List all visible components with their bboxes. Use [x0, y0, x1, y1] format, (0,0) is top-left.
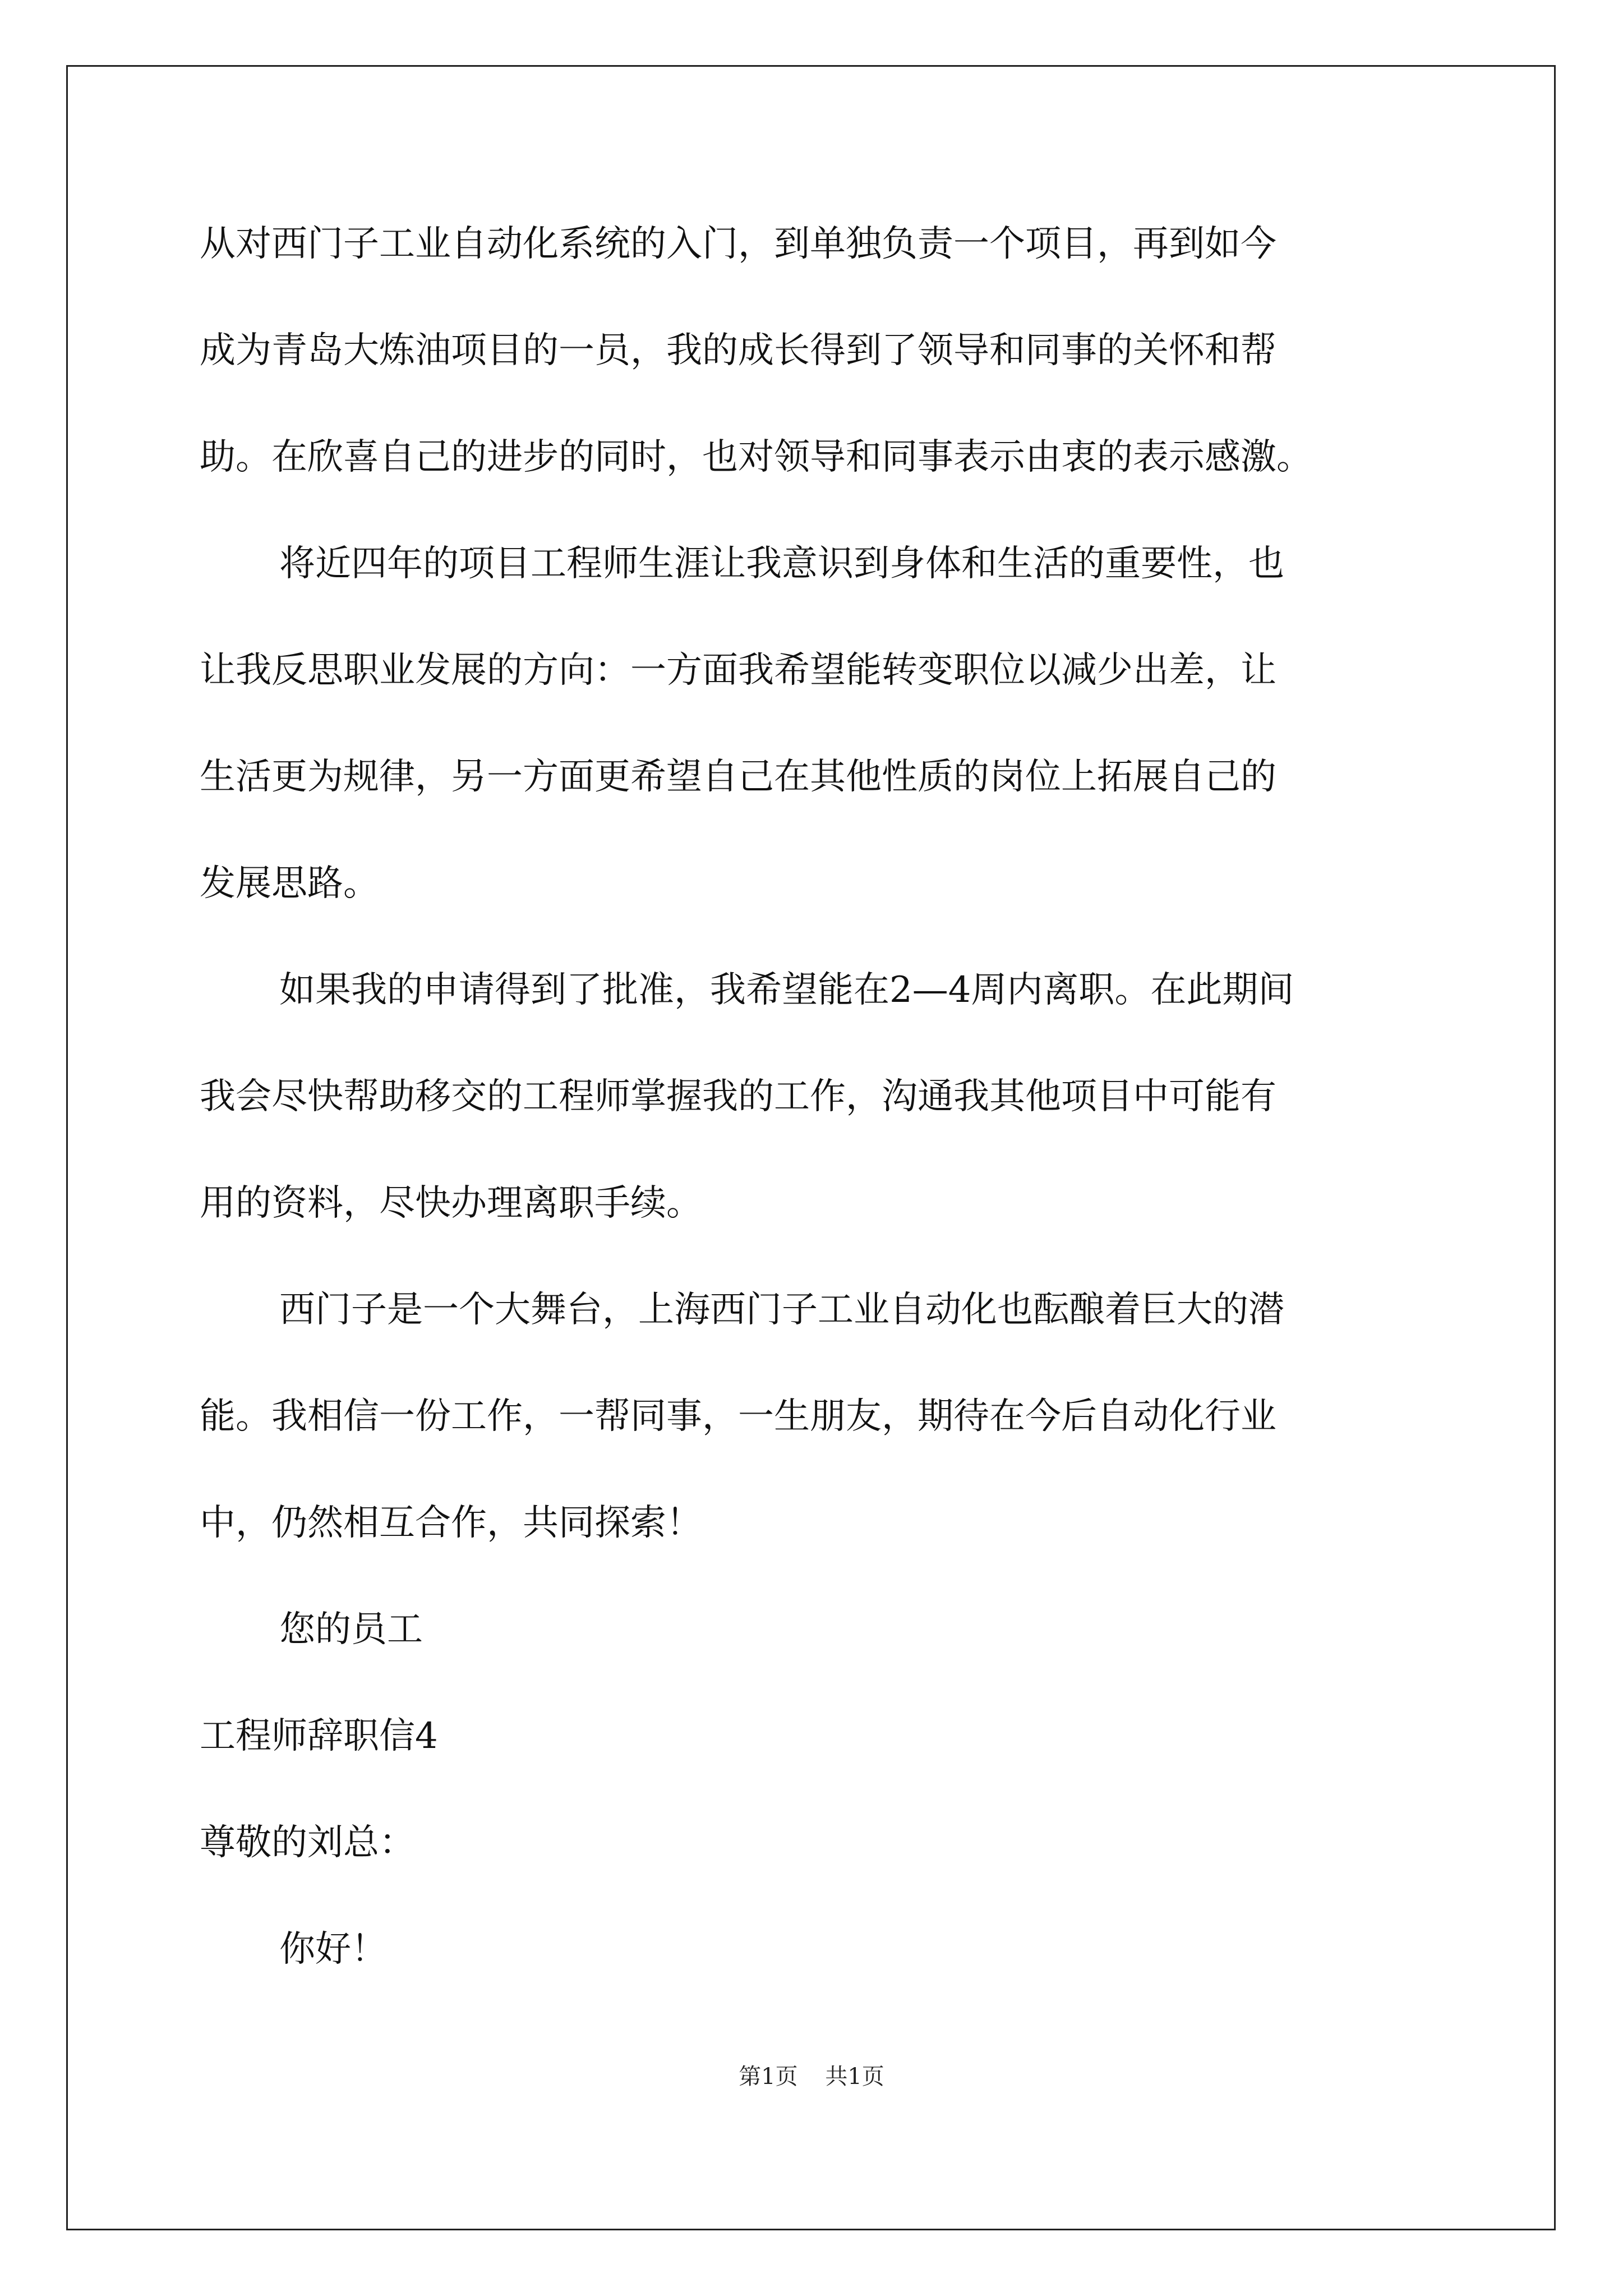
text-line: 发展思路。 [200, 863, 379, 904]
text-line: 我会尽快帮助移交的工程师掌握我的工作，沟通我其他项目中可能有 [200, 1076, 1276, 1117]
text-line: 让我反思职业发展的方向：一方面我希望能转变职位以减少出差，让 [200, 650, 1276, 691]
text-line: 从对西门子工业自动化系统的入门，到单独负责一个项目，再到如今 [200, 223, 1276, 265]
text-line: 如果我的申请得到了批准，我希望能在2—4周内离职。在此期间 [279, 969, 1294, 1011]
document-body [200, 216, 1433, 2028]
signature-line: 您的员工 [279, 1609, 423, 1650]
letter-heading: 工程师辞职信4 [200, 1715, 438, 1757]
page-total: 共1页 [825, 2064, 884, 2090]
page-number: 第1页 [739, 2064, 798, 2090]
salutation: 尊敬的刘总： [200, 1822, 415, 1864]
greeting: 你好！ [279, 1929, 387, 1970]
text-line: 用的资料，尽快办理离职手续。 [200, 1182, 702, 1224]
page-footer [0, 2059, 1623, 2091]
text-line: 成为青岛大炼油项目的一员，我的成长得到了领导和同事的关怀和帮 [200, 330, 1276, 371]
text-line: 能。我相信一份工作，一帮同事，一生朋友，期待在今后自动化行业 [200, 1396, 1276, 1437]
text-line: 中，仍然相互合作，共同探索！ [200, 1502, 702, 1544]
text-line: 将近四年的项目工程师生涯让我意识到身体和生活的重要性，也 [279, 543, 1284, 585]
text-line: 生活更为规律，另一方面更希望自己在其他性质的岗位上拓展自己的 [200, 756, 1276, 798]
text-line: 助。在欣喜自己的进步的同时，也对领导和同事表示由衷的表示感激。 [200, 436, 1312, 478]
text-line: 西门子是一个大舞台，上海西门子工业自动化也酝酿着巨大的潜 [279, 1289, 1284, 1331]
